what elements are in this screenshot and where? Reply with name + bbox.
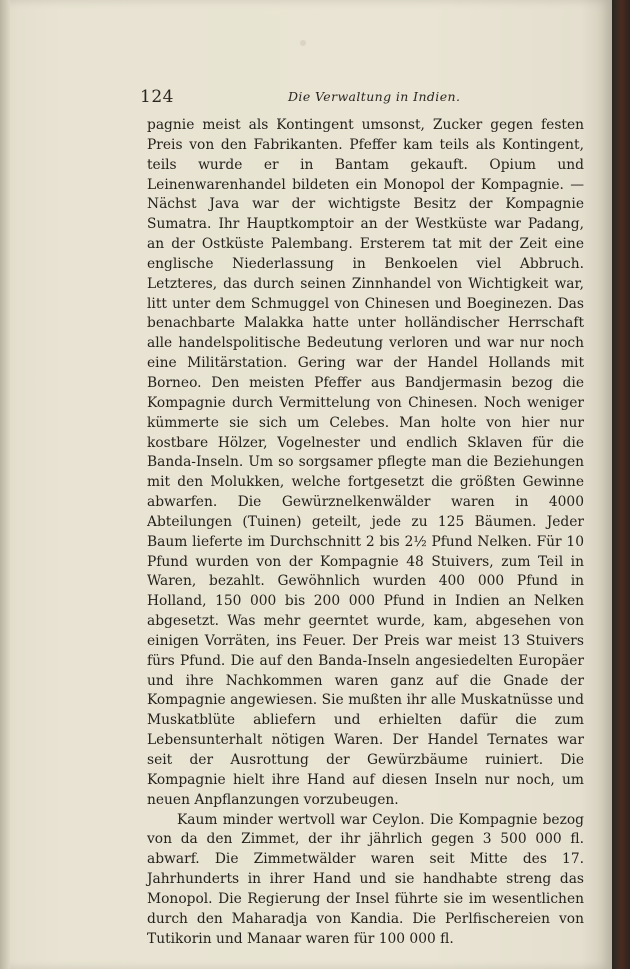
paragraph-1: pagnie meist als Kontingent umsonst, Zucker gegen festen Preis von den Fabrikanten. Pfeffer kam teils als Kontingent, teils wurde er in Bantam gekauft. Opium und Leinenwarenhandel bildeten ein Monopol der Kompagnie. — Nächst Java war der wichtigste Besitz der Kompagnie Sumatra. Ihr Hauptkomptoir an der Westküste war Padang, an der Ostküste Palembang. Ersterem tat mit der Zeit eine englische Niederlassung in Benkoelen viel Abbruch. Letzteres, das durch seinen Zinnhandel von Wichtigkeit war, litt unter dem Schmuggel von Chinesen und Boeginezen. Das benachbarte Malakka hatte unter holländischer Herrschaft alle handelspolitische Bedeutung verloren und war nur noch eine Militärstation. Gering war der Handel Hollands mit Borneo. Den meisten Pfeffer aus Bandjermasin bezog die Kompagnie durch Vermittelung von Chinesen. Noch weniger kümmerte sie sich um Celebes. Man holte von hier nur kostbare Hölzer, Vogelnester und endlich Sklaven für die Banda-Inseln. Um so sorgsamer pflegte man die Beziehungen mit den Molukken, welche fortgesetzt die größten Gewinne abwarfen. Die Gewürznelkenwälder waren in 4000 Abteilungen (Tuinen) geteilt, jede zu 125 Bäumen. Jeder Baum lieferte im Durchschnitt 2 bis 2½ Pfund Nelken. Für 10 Pfund wurden von der Kompagnie 48 Stuivers, zum Teil in Waren, bezahlt. Gewöhnlich wurden 400 000 Pfund in Holland, 150 000 bis 200 000 Pfund in Indien an Nelken abgesetzt. Was mehr geerntet wurde, kam, abgesehen von einigen Vorräten, ins Feuer. Der Preis war meist 13 Stuivers fürs Pfund. Die auf den Banda-Inseln angesiedelten Europäer und ihre Nachkommen waren ganz auf die Gnade der Kompagnie angewiesen. Sie mußten ihr alle Muskatnüsse und Muskatblüte abliefern und erhielten dafür die zum Lebensunterhalt nötigen Waren. Der Handel Ternates war seit der Ausrottung der Gewürzbäume ruiniert. Die Kompagnie hielt ihre Hand auf diesen Inseln nur noch, um neuen Anpflanzungen vorzubeugen. bbox=[147, 117, 584, 808]
book-binding-edge bbox=[612, 0, 630, 969]
page-body-text bbox=[147, 116, 584, 949]
paper-stain bbox=[300, 40, 306, 46]
running-head-title: Die Verwaltung in Indien. bbox=[288, 89, 461, 104]
page-gutter-shadow bbox=[0, 0, 10, 969]
paragraph-2: Kaum minder wertvoll war Ceylon. Die Kompagnie bezog von da den Zimmet, der ihr jährlich gegen 3 500 000 fl. abwarf. Die Zimmetwälder waren seit Mitte des 17. Jahrhunderts in ihrer Hand und sie handhabte streng das Monopol. Die Regierung der Insel führte sie im wesentlichen durch den Maharadja von Kandia. Die Perlfischereien von Tutikorin und Manaar waren für 100 000 fl. bbox=[147, 811, 584, 947]
page-number: 124 bbox=[140, 87, 174, 107]
